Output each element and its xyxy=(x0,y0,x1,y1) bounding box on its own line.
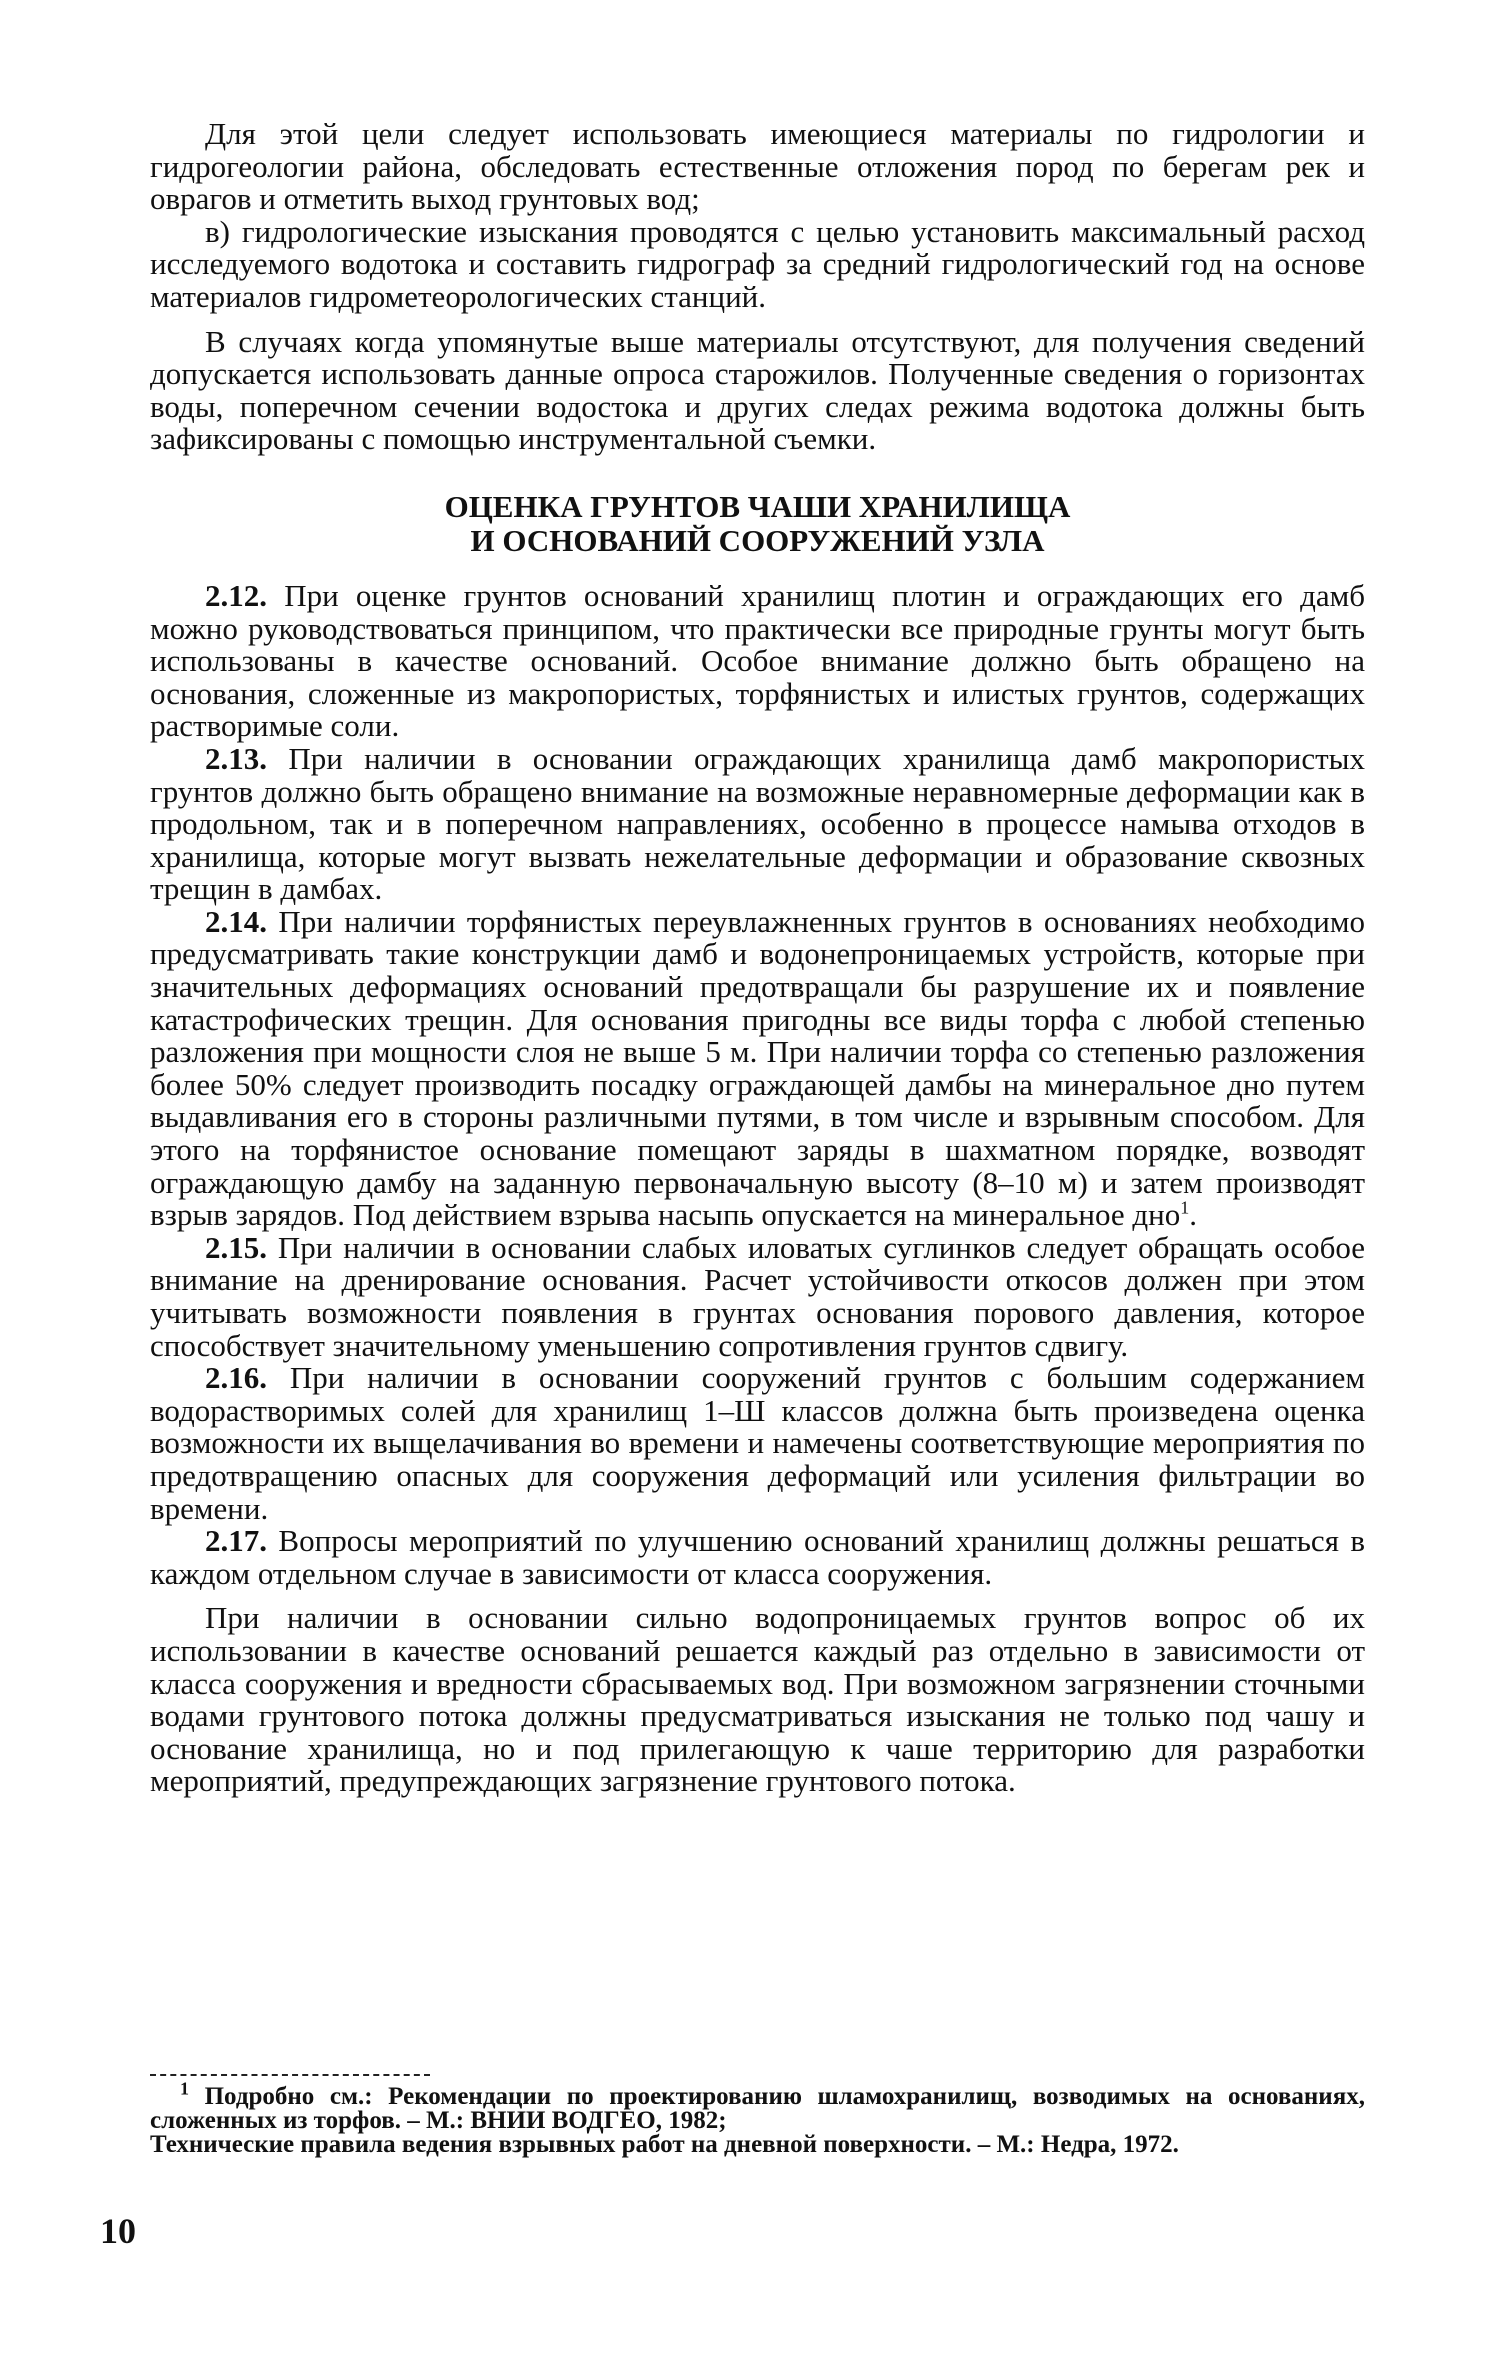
page-body xyxy=(150,118,1365,1798)
footnote-ref: 1 xyxy=(1180,1197,1190,1218)
clause-2-15 xyxy=(150,1229,1366,1363)
clause-2-16 xyxy=(150,1362,1365,1525)
clause-number: 2.12. xyxy=(205,577,267,613)
heading-line: И ОСНОВАНИЙ СООРУЖЕНИЙ УЗЛА xyxy=(470,522,1045,558)
clause-text: При наличии торфянистых переувлажненных грунтов в основаниях необходимо предусматривать такие конструкции дамб и водонепроницаемых устройств, которые при значительных деформациях оснований предотвращали бы разрушение их и появление катастрофических трещин. Для основания пригодны все виды торфа с любой степенью разложения при мощности слоя не выше 5 м. При наличии торфа со степенью разложения более 50% следует производить посадку ограждающей дамбы на минеральное дно путем выдавливания его в стороны различными путями, в том числе и взрывным способом. Для этого на торфянистое основание помещают заряды в шахматном порядке, возводят ограждающую дамбу на заданную первоначальную высоту (8–10 м) и затем производят взрыв зарядов. Под действием взрыва насыпь опускается на минеральное дно xyxy=(150,903,1366,1233)
clause-text: При наличии в основании сооружений грунтов с большим содержанием водорастворимых солей для хранилищ 1–Ш классов должна быть произведена оценка возможности их выщелачивания во времени и намечены соответствующие мероприятия по предотвращению опасных для сооружения деформаций или усиления фильтрации во времени. xyxy=(150,1360,1365,1526)
clause-2-13 xyxy=(150,740,1366,907)
footnote xyxy=(150,2078,1365,2158)
section-heading xyxy=(150,490,1365,558)
paragraph: При наличии в основании сильно водопроницаемых грунтов вопрос об их использовании в качестве оснований решается каждый раз отдельно в зависимости от класса сооружения и вредности сбрасываемых вод. При возможном загрязнении сточными водами грунтового потока должны предусматриваться изыскания не только под чашу и основание хранилища, но и под прилегающую к чаше территорию для разработки мероприятий, предупреждающих загрязнение грунтового потока. xyxy=(150,1600,1365,1799)
clause-2-14 xyxy=(150,903,1366,1233)
page-number: 10 xyxy=(100,2211,136,2251)
paragraph: В случаях когда упомянутые выше материалы отсутствуют, для получения сведений допускается использовать данные опроса старожилов. Полученные сведения о горизонтах воды, поперечном сечении водостока и других следах режима водотока должны быть зафиксированы с помощью инструментальной съемки. xyxy=(150,323,1365,457)
paragraph: Для этой цели следует использовать имеющиеся материалы по гидрологии и гидрогеологии района, обследовать естественные отложения пород по берегам рек и оврагов и отметить выход грунтовых вод; xyxy=(150,116,1365,217)
clause-text: При наличии в основании слабых иловатых суглинков следует обращать особое внимание на дренирование основания. Расчет устойчивости откосов должен при этом учитывать возможности появления в грунтах основания порового давления, которое способствует значительному уменьшению сопротивления грунтов сдвигу. xyxy=(150,1229,1366,1363)
clause-number: 2.14. xyxy=(205,903,267,939)
clause-number: 2.16. xyxy=(205,1360,267,1396)
clause-text: При оценке грунтов оснований хранилищ плотин и ограждающих его дамб можно руководствоваться принципом, что практически все природные грунты могут быть использованы в качестве оснований. Особое внимание должно быть обращено на основания, сложенные из макропористых, торфянистых и илистых грунтов, содержащих растворимые соли. xyxy=(150,577,1365,744)
clause-end: . xyxy=(1189,1197,1197,1233)
footnote-text: Подробно см.: Рекомендации по проектированию шламохранилищ, возводимых на основаниях, сложенных из торфов. – М.: ВНИИ ВОДГЕО, 1982; xyxy=(150,2083,1365,2134)
footnote-line: Технические правила ведения взрывных работ на дневной поверхности. – М.: Недра, 1972. xyxy=(150,2131,1179,2158)
clause-number: 2.15. xyxy=(205,1229,267,1265)
clause-number: 2.13. xyxy=(205,740,267,776)
clause-2-17 xyxy=(150,1525,1365,1590)
footnote-marker: 1 xyxy=(180,2078,189,2099)
clause-number: 2.17. xyxy=(205,1523,267,1559)
clause-2-12 xyxy=(150,577,1365,744)
heading-line: ОЦЕНКА ГРУНТОВ ЧАШИ ХРАНИЛИЩА xyxy=(444,488,1071,524)
paragraph: в) гидрологические изыскания проводятся с целью установить максимальный расход исследуемого водотока и составить гидрограф за средний гидрологический год на основе материалов гидрометеорологических станций. xyxy=(150,213,1365,314)
clause-text: Вопросы мероприятий по улучшению оснований хранилищ должны решаться в каждом отдельном случае в зависимости от класса сооружения. xyxy=(150,1523,1365,1591)
footnote-line xyxy=(150,2078,1365,2134)
clause-text: При наличии в основании ограждающих хранилища дамб макропористых грунтов должно быть обращено внимание на возможные неравномерные деформации как в продольном, так и в поперечном направлениях, особенно в процессе намыва отходов в хранилища, которые могут вызвать нежелательные деформации и образование сквозных трещин в дамбах. xyxy=(150,740,1366,907)
footnote-divider xyxy=(150,2074,430,2076)
